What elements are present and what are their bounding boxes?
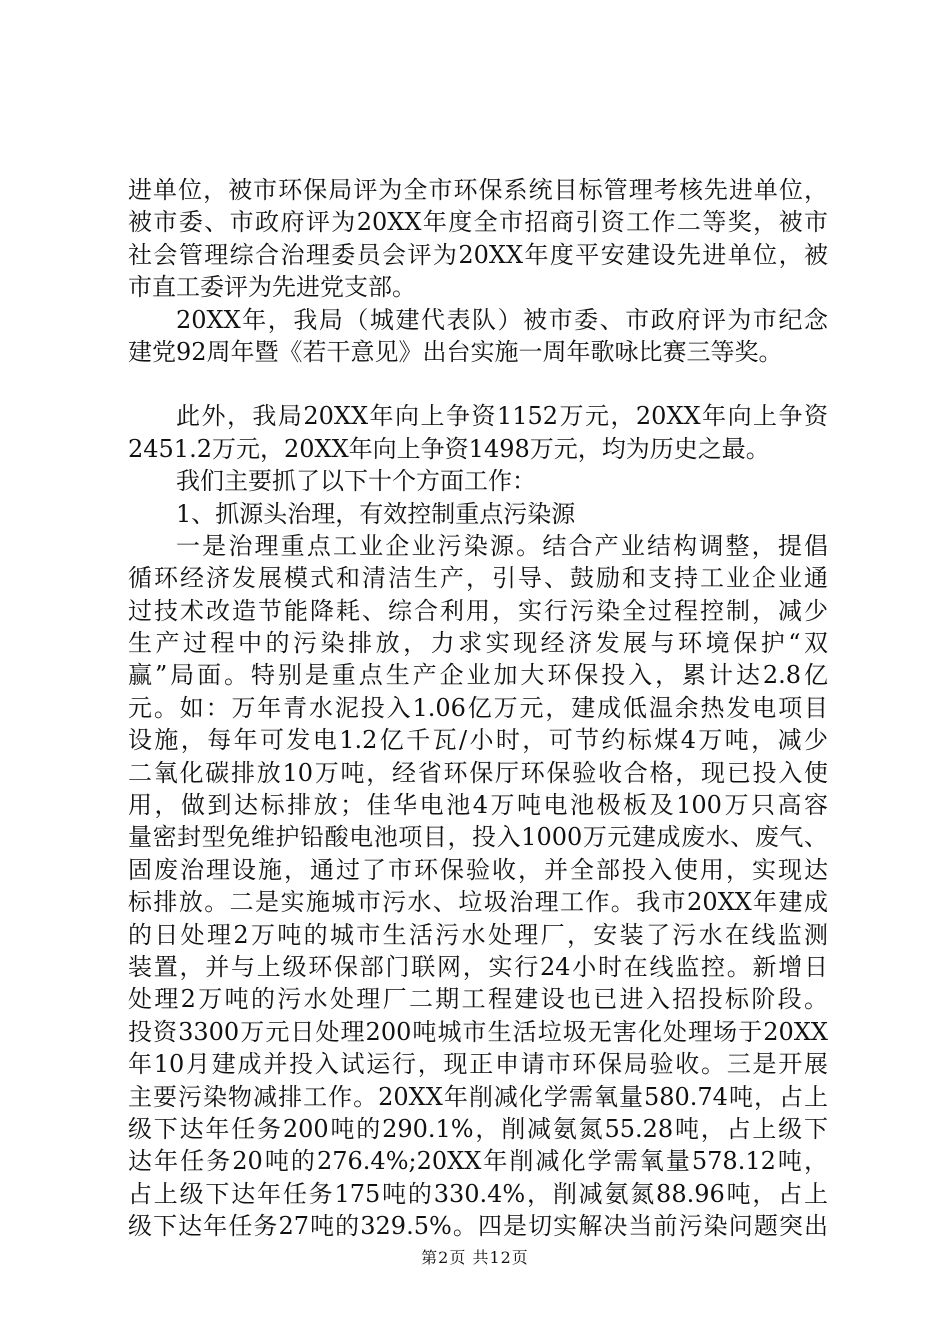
text-line: 二氧化碳排放10万吨，经省环保厅环保验收合格，现已投入使 bbox=[128, 758, 828, 787]
text-line: 投资3300万元日处理200吨城市生活垃圾无害化处理场于20XX bbox=[128, 1017, 828, 1046]
text-line: 级下达年任务200吨的290.1%，削减氨氮55.28吨，占上级下 bbox=[128, 1114, 828, 1143]
text-line: 用，做到达标排放；佳华电池4万吨电池极板及100万只高容 bbox=[128, 791, 828, 820]
text-line: 元。如：万年青水泥投入1.06亿万元，建成低温余热发电项目 bbox=[128, 693, 828, 722]
page-footer: 第2页 共12页 bbox=[421, 1248, 529, 1267]
text-line: 赢”局面。特别是重点生产企业加大环保投入，累计达2.8亿 bbox=[128, 661, 828, 690]
text-line: 级下达年任务27吨的329.5%。四是切实解决当前污染问题突出 bbox=[128, 1212, 828, 1241]
text-line: 设施，每年可发电1.2亿千瓦/小时，可节约标煤4万吨，减少 bbox=[128, 726, 828, 755]
text-line: 固废治理设施，通过了市环保验收，并全部投入使用，实现达 bbox=[128, 855, 828, 884]
text-line: 年10月建成并投入试运行，现正申请市环保局验收。三是开展 bbox=[128, 1050, 828, 1079]
text-line: 市直工委评为先进党支部。 bbox=[128, 273, 416, 302]
text-line: 的日处理2万吨的城市生活污水处理厂，安装了污水在线监测 bbox=[128, 920, 828, 949]
text-line: 2451.2万元，20XX年向上争资1498万元，均为历史之最。 bbox=[128, 434, 770, 463]
paragraph-gap bbox=[128, 368, 828, 400]
text-line: 进单位，被市环保局评为全市环保系统目标管理考核先进单位， bbox=[128, 176, 828, 204]
text-line: 被市委、市政府评为20XX年度全市招商引资工作二等奖，被市 bbox=[128, 208, 828, 237]
text-line: 此外，我局20XX年向上争资1152万元，20XX年向上争资 bbox=[176, 402, 828, 431]
text-line: 处理2万吨的污水处理厂二期工程建设也已进入招投标阶段。 bbox=[128, 985, 828, 1014]
text-line: 过技术改造节能降耗、综合利用，实行污染全过程控制，减少 bbox=[128, 596, 828, 625]
text-line: 标排放。二是实施城市污水、垃圾治理工作。我市20XX年建成 bbox=[128, 888, 828, 917]
document-body bbox=[128, 174, 828, 1243]
text-line: 装置，并与上级环保部门联网，实行24小时在线监控。新增日 bbox=[128, 952, 828, 981]
text-line: 社会管理综合治理委员会评为20XX年度平安建设先进单位，被 bbox=[128, 240, 828, 269]
text-line: 一是治理重点工业企业污染源。结合产业结构调整，提倡 bbox=[176, 531, 828, 560]
text-line: 循环经济发展模式和清洁生产，引导、鼓励和支持工业企业通 bbox=[128, 564, 828, 593]
text-line: 主要污染物减排工作。20XX年削减化学需氧量580.74吨，占上 bbox=[128, 1082, 828, 1111]
text-line: 建党92周年暨《若干意见》出台实施一周年歌咏比赛三等奖。 bbox=[128, 337, 783, 366]
text-line: 20XX年，我局（城建代表队）被市委、市政府评为市纪念 bbox=[176, 305, 828, 334]
text-line: 达年任务20吨的276.4%;20XX年削减化学需氧量578.12吨， bbox=[128, 1147, 828, 1176]
text-line: 1、抓源头治理，有效控制重点污染源 bbox=[176, 499, 576, 528]
text-line: 量密封型免维护铅酸电池项目，投入1000万元建成废水、废气、 bbox=[128, 823, 828, 852]
text-line: 占上级下达年任务175吨的330.4%，削减氨氮88.96吨，占上 bbox=[128, 1179, 828, 1208]
text-line: 我们主要抓了以下十个方面工作： bbox=[176, 467, 536, 496]
text-line: 生产过程中的污染排放，力求实现经济发展与环境保护“双 bbox=[128, 629, 828, 658]
